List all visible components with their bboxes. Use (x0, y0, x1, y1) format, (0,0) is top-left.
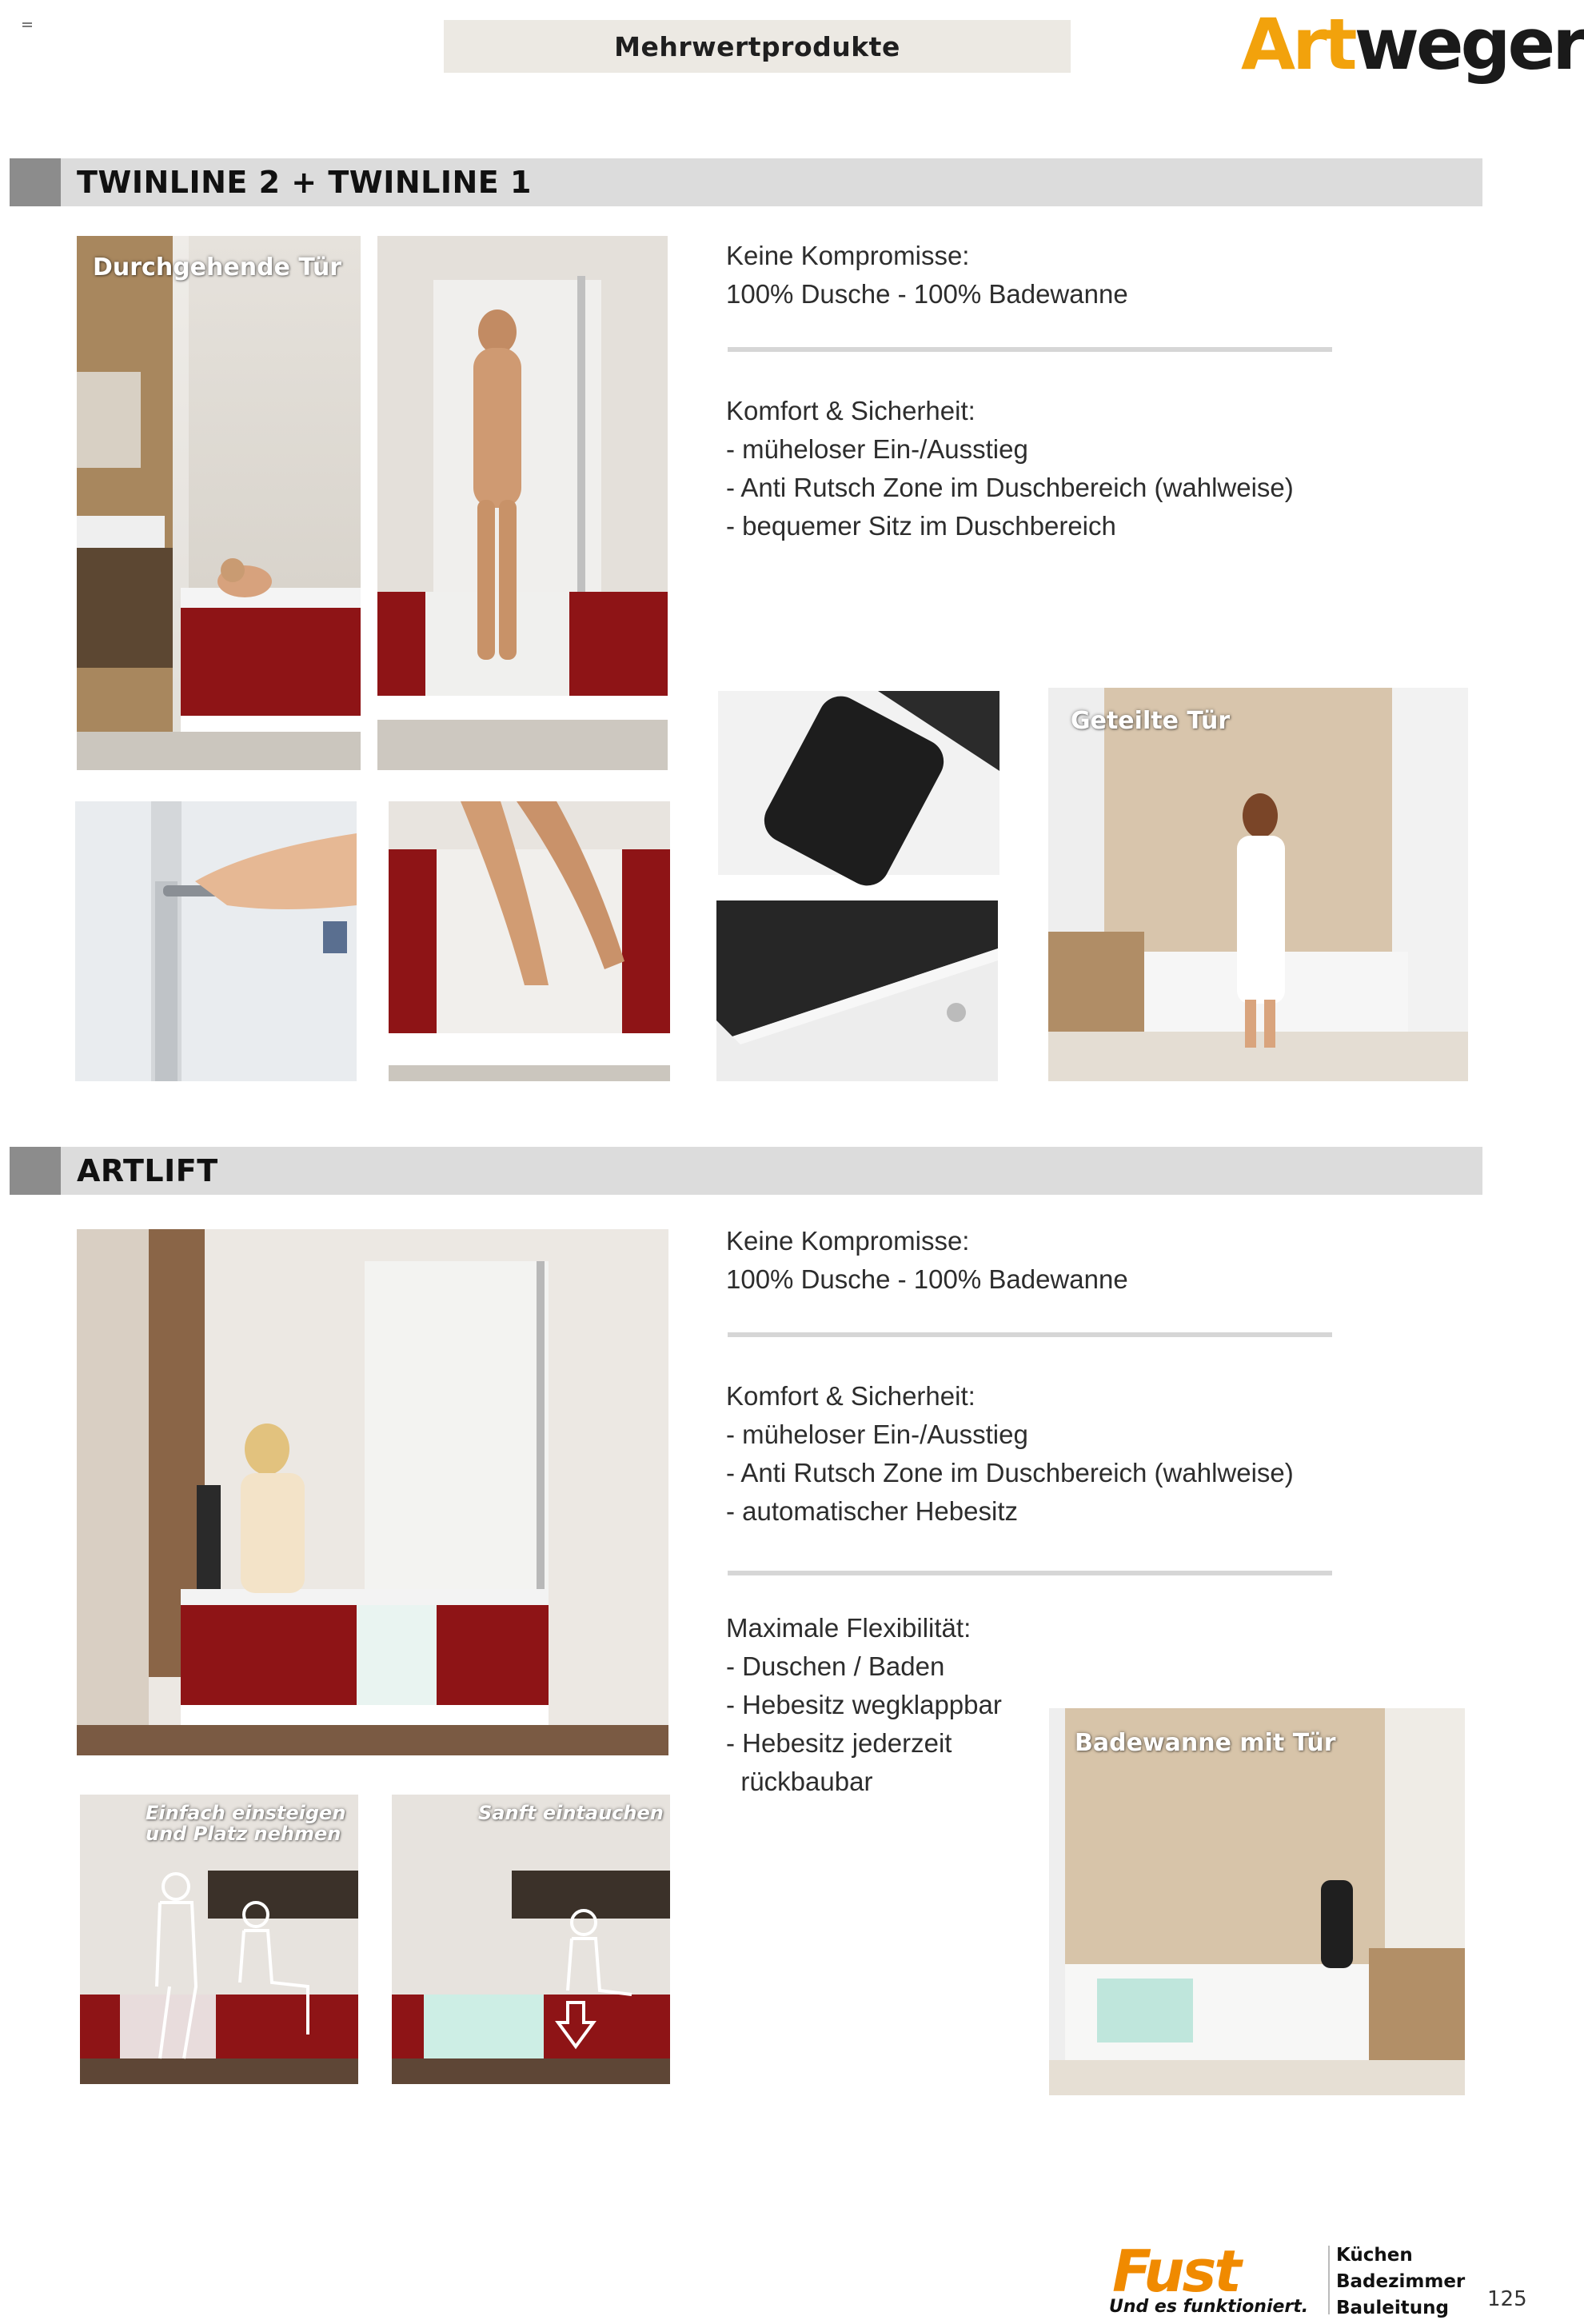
fust-services (1336, 2242, 1465, 2322)
photo-bathtub-with-door (1049, 1708, 1465, 2095)
caption-step-1 (146, 1803, 345, 1844)
step-in-illustration (389, 801, 670, 1081)
caption-step-2: Sanft eintauchen (478, 1802, 664, 1824)
photo-artlift-main (77, 1229, 668, 1755)
page-number: 125 (1487, 2287, 1527, 2311)
caption-split-door: Geteilte Tür (1071, 707, 1231, 735)
logo-weger-part: weger (1354, 3, 1584, 86)
divider (728, 347, 1332, 352)
artlift-flexibility-text (726, 1609, 1002, 1801)
text-line: Komfort & Sicherheit: (726, 1381, 976, 1411)
text-line: 100% Dusche - 100% Badewanne (726, 279, 1128, 309)
artweger-logo (1241, 3, 1584, 86)
bathroom-illustration (77, 236, 361, 770)
section-title: ARTLIFT (77, 1153, 218, 1188)
split-door-illustration (1048, 688, 1468, 1081)
page-category-title: Mehrwertprodukte (614, 30, 900, 62)
twinline-comfort-text (726, 392, 1294, 545)
caption-step-1-line-a: Einfach einsteigen (146, 1802, 346, 1824)
seat-folded-illustration (716, 900, 998, 1081)
fust-service-item: Bauleitung (1336, 2298, 1449, 2318)
text-line: - bequemer Sitz im Duschbereich (726, 511, 1116, 541)
section-header-artlift (10, 1147, 1482, 1195)
step-2-illustration (392, 1795, 670, 2084)
shower-illustration (377, 236, 668, 770)
text-line: - Duschen / Baden (726, 1651, 945, 1681)
bathtub-door-illustration (1049, 1708, 1465, 2095)
caption-bathtub-with-door: Badewanne mit Tür (1075, 1729, 1336, 1757)
photo-twinline-full-door (77, 236, 361, 770)
text-line: Keine Kompromisse: (726, 1226, 970, 1256)
fust-service-item: Küchen (1336, 2245, 1413, 2266)
caption-step-1-line-b: und Platz nehmen (146, 1823, 341, 1845)
fust-separator (1328, 2246, 1330, 2314)
text-line: - müheloser Ein-/Ausstieg (726, 1420, 1028, 1449)
photo-artlift-step-2 (392, 1795, 670, 2084)
photo-door-handle (75, 801, 357, 1081)
fust-wordmark: Fust (1112, 2238, 1239, 2305)
text-line: rückbaubar (726, 1767, 873, 1796)
caption-door: Durchgehende Tür (93, 254, 342, 282)
divider (728, 1571, 1332, 1575)
text-line: - automatischer Hebesitz (726, 1496, 1018, 1526)
twinline-compromise-text (726, 237, 1128, 313)
text-line: Komfort & Sicherheit: (726, 396, 976, 425)
artlift-comfort-text (726, 1377, 1294, 1531)
corner-menu-icon (22, 22, 34, 30)
text-line: Maximale Flexibilität: (726, 1613, 972, 1643)
section-header-twinline (10, 158, 1482, 206)
photo-twinline-split-door (1048, 688, 1468, 1081)
photo-step-in (389, 801, 670, 1081)
fust-tagline: Und es funktioniert. (1109, 2297, 1309, 2317)
text-line: - müheloser Ein-/Ausstieg (726, 434, 1028, 464)
text-line: 100% Dusche - 100% Badewanne (726, 1264, 1128, 1294)
section-marker (10, 1147, 61, 1195)
section-marker (10, 158, 61, 206)
fust-logo (1107, 2238, 1515, 2321)
artlift-illustration (77, 1229, 668, 1755)
photo-artlift-step-1 (80, 1795, 358, 2084)
photo-seat-detail-bottom (716, 900, 998, 1081)
artlift-compromise-text (726, 1222, 1128, 1299)
text-line: - Hebesitz wegklappbar (726, 1690, 1002, 1719)
text-line: - Anti Rutsch Zone im Duschbereich (wahlweise) (726, 1458, 1294, 1487)
text-line: - Anti Rutsch Zone im Duschbereich (wahlweise) (726, 473, 1294, 502)
photo-twinline-shower (377, 236, 668, 770)
text-line: Keine Kompromisse: (726, 241, 970, 270)
seat-detail-illustration (718, 691, 999, 875)
divider (728, 1332, 1332, 1337)
text-line: - Hebesitz jederzeit (726, 1728, 952, 1758)
handle-illustration (75, 801, 357, 1081)
photo-seat-detail-top (718, 691, 999, 875)
logo-art-part: Art (1241, 3, 1355, 86)
page-category-banner (444, 20, 1071, 73)
section-title: TWINLINE 2 + TWINLINE 1 (77, 165, 532, 200)
fust-service-item: Badezimmer (1336, 2271, 1466, 2292)
